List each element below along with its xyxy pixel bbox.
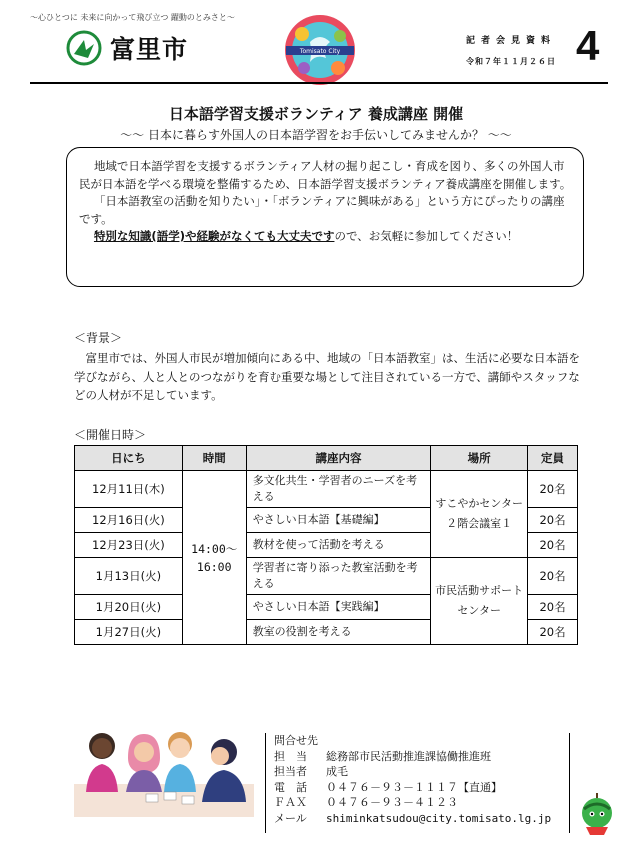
row-date: 1月20日(火) [75,595,183,620]
background-text: 富里市では、外国人市民が増加傾向にある中、地域の「日本語教室」は、生活に必要な日本語を学びながら、人と人とのつながりを育む重要な場として注目されている一方で、講師やスタッフなどの人材が不足しています。 [74,351,580,402]
person-center-icon [164,732,196,792]
intro-box [66,147,584,287]
people-illustration [74,712,254,817]
column-header-date: 日にち [75,446,183,471]
row-content: 多文化共生・学習者のニーズを考える [246,471,431,508]
column-header-content: 講座内容 [246,446,431,471]
header-rule [30,82,608,84]
row-capacity: 20名 [528,558,578,595]
row-content: 教室の役割を考える [246,620,431,645]
row-capacity: 20名 [528,620,578,645]
contact-dept: 総務部市民活動推進課協働推進班 [326,749,491,763]
emblem-text: Tomisato City [299,48,341,55]
press-label: 記者会見資料 [466,36,557,46]
intro-emphasis: 特別な知識(語学)や経験がなくても大丈夫です [93,229,335,243]
intro-paragraph-1: 地域で日本語学習を支援するボランティア人材の掘り起こし・育成を図り、多くの外国人市民が日本語を学べる環境を整備するため、日本語学習支援ボランティア養成講座を開催します。 [79,159,572,191]
person-left-icon [86,733,118,792]
page-number: 4 [576,22,600,69]
anniversary-emblem-icon [282,12,358,88]
contact-tel: ０４７６－９３－１１１７【直通】 [326,780,502,794]
row-date: 12月11日(木) [75,471,183,508]
place-support-center: 市民活動サポートセンター [431,558,528,645]
column-header-time: 時間 [182,446,246,471]
schedule-table [74,445,578,645]
schedule-heading: ＜開催日時＞ [74,428,147,442]
contact-heading: 問合せ先 [274,734,318,747]
press-date: 令和７年１１月２６日 [466,57,556,66]
row-date: 12月23日(火) [75,533,183,558]
page-title: 日本語学習支援ボランティア 養成講座 開催 [168,105,464,123]
row-date: 1月27日(火) [75,620,183,645]
intro-closing: ので、お気軽に参加してください！ [334,229,519,243]
column-header-capacity: 定員 [528,446,578,471]
row-content: 学習者に寄り添った教室活動を考える [246,558,431,595]
contact-fax-label: ＦＡＸ [274,796,307,809]
session-time: 14:00～16:00 [182,471,246,645]
contact-person: 成毛 [326,765,348,778]
tagline: ～心ひとつに 未来に向かって飛び立つ 躍動のとみさと～ [30,13,235,22]
row-content: 教材を使って活動を考える [246,533,431,558]
contact-person-label: 担当者 [274,765,307,778]
city-name: 富里市 [110,35,189,64]
row-capacity: 20名 [528,471,578,508]
column-header-place: 場所 [431,446,528,471]
row-date: 12月16日(火) [75,508,183,533]
person-right-icon [202,739,246,802]
row-date: 1月13日(火) [75,558,183,595]
table-header-row [75,446,578,471]
contact-fax: ０４７６－９３－４１２３ [326,796,458,809]
contact-dept-label: 担 当 [274,749,307,763]
person-hijab-icon [126,734,162,792]
place-sukoyaka-center: すこやかセンター２階会議室１ [431,471,528,558]
contact-mail-label: メール [274,811,307,825]
intro-paragraph-3 [79,228,575,246]
intro-paragraph-2: 「日本語教室の活動を知りたい」・「ボランティアに興味がある」という方にぴったりの講座です。 [79,194,565,226]
city-logo-icon [66,30,102,66]
row-content: やさしい日本語【実践編】 [246,595,431,620]
contact-box [265,733,570,833]
background-heading: ＜背景＞ [74,331,123,345]
table-row [75,471,578,508]
contact-mail[interactable]: shiminkatsudou@city.tomisato.lg.jp [326,811,552,825]
row-capacity: 20名 [528,508,578,533]
row-capacity: 20名 [528,533,578,558]
table-row [75,558,578,595]
page-subtitle: ～～ 日本に暮らす外国人の日本語学習をお手伝いしてみませんか？ ～～ [120,128,512,142]
row-content: やさしい日本語【基礎編】 [246,508,431,533]
mascot-icon [574,793,620,837]
row-capacity: 20名 [528,595,578,620]
contact-tel-label: 電 話 [274,780,307,794]
